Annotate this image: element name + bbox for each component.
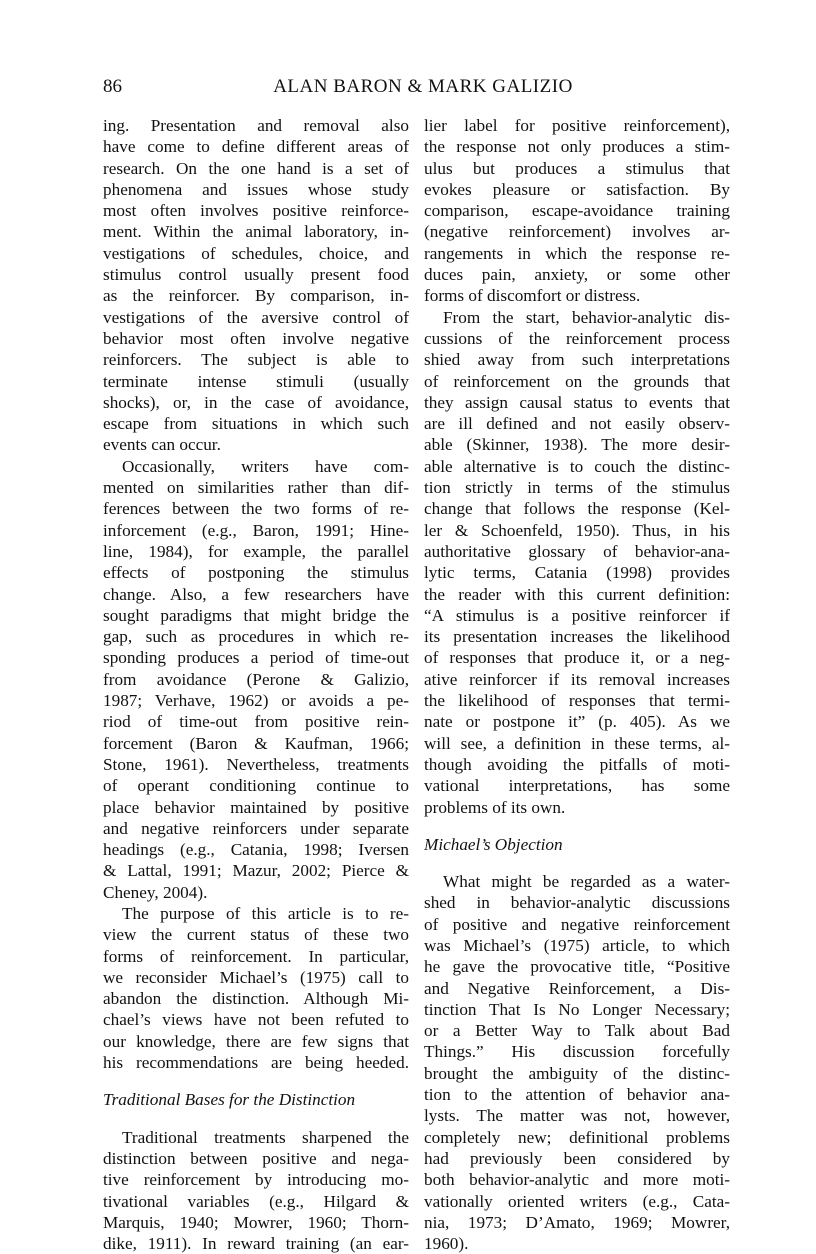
text-line: forms of discomfort or distress. <box>424 286 641 306</box>
text-line: most often involves positive reinforce- <box>103 201 409 221</box>
text-line: its presentation increases the likelihood <box>424 627 730 647</box>
text-line: completely new; definitional problems <box>424 1127 730 1147</box>
text-line: duces pain, anxiety, or some other <box>424 265 730 285</box>
text-line: his recommendations are being heeded. <box>103 1053 409 1073</box>
text-line: and Negative Reinforcement, a Dis- <box>424 978 730 998</box>
text-line: he gave the provocative title, “Positive <box>424 957 730 977</box>
text-line: vational interpretations, has some <box>424 776 730 796</box>
text-line: ment. Within the animal laboratory, in- <box>103 222 409 242</box>
text-line: stimulus control usually present food <box>103 265 409 285</box>
text-line: gap, such as procedures in which re- <box>103 627 409 647</box>
text-line: place behavior maintained by positive <box>103 797 409 817</box>
text-line: lier label for positive reinforcement), <box>424 116 730 135</box>
text-line: forcement (Baron & Kaufman, 1966; <box>103 733 409 753</box>
section-heading: Michael’s Objection <box>424 834 563 854</box>
text-line: reinforcers. The subject is able to <box>103 350 409 370</box>
text-line: will see, a definition in these terms, al- <box>424 733 730 753</box>
text-line: distinction between positive and nega- <box>103 1148 409 1168</box>
text-line: riod of time-out from positive rein- <box>103 712 409 732</box>
text-line: ferences between the two forms of re- <box>103 499 409 519</box>
text-line: dike, 1911). In reward training (an ear- <box>103 1234 409 1254</box>
text-line: problems of its own. <box>424 797 566 817</box>
left-column <box>103 115 409 1254</box>
text-line: ative reinforcer if its removal increases <box>424 669 730 689</box>
text-line: comparison, escape-avoidance training <box>424 201 730 221</box>
text-line: chael’s views have not been refuted to <box>103 1010 409 1030</box>
text-line: Cheney, 2004). <box>103 882 208 902</box>
text-line: behavior most often involve negative <box>103 328 409 348</box>
text-line: 1960). <box>424 1234 469 1254</box>
text-line: shed in behavior-analytic discussions <box>424 893 730 913</box>
text-line: change. Also, a few researchers have <box>103 584 409 604</box>
text-line: events can occur. <box>103 435 221 455</box>
text-line: inforcement (e.g., Baron, 1991; Hine- <box>103 520 409 540</box>
text-line: line, 1984), for example, the parallel <box>103 541 409 561</box>
text-line: forms of reinforcement. In particular, <box>103 946 409 966</box>
text-line: Occasionally, writers have com- <box>122 456 409 476</box>
text-line: lysts. The matter was not, however, <box>424 1106 730 1126</box>
text-line: we reconsider Michael’s (1975) call to <box>103 967 409 987</box>
text-line: mented on similarities rather than dif- <box>103 478 409 498</box>
text-line: terminate intense stimuli (usually <box>103 371 409 391</box>
text-line: as the reinforcer. By comparison, in- <box>103 286 409 306</box>
text-line: lytic terms, Catania (1998) provides <box>424 563 730 583</box>
text-line: was Michael’s (1975) article, to which <box>424 935 730 955</box>
text-line: tion to the attention of behavior ana- <box>424 1085 730 1105</box>
text-line: shocks), or, in the case of avoidance, <box>103 392 409 412</box>
section-heading: Traditional Bases for the Distinction <box>103 1090 356 1110</box>
text-line: tion strictly in terms of the stimulus <box>424 478 730 498</box>
text-line: of operant conditioning continue to <box>103 776 409 796</box>
text-line: What might be regarded as a water- <box>443 872 730 892</box>
text-line: ulus but produces a stimulus that <box>424 158 730 178</box>
text-line: ing. Presentation and removal also <box>103 116 409 135</box>
text-line: shied away from such interpretations <box>424 350 730 370</box>
text-line: had previously been considered by <box>424 1148 730 1168</box>
text-line: or a Better Way to Talk about Bad <box>424 1021 730 1041</box>
text-line: the reader with this current definition: <box>424 584 730 604</box>
text-line: change that follows the response (Kel- <box>424 499 730 519</box>
text-line: tive reinforcement by introducing mo- <box>103 1170 409 1190</box>
running-head: ALAN BARON & MARK GALIZIO <box>273 76 573 97</box>
text-line: effects of postponing the stimulus <box>103 563 409 583</box>
text-line: phenomena and issues whose study <box>103 179 409 199</box>
text-line: of positive and negative reinforcement <box>424 914 730 934</box>
text-line: the likelihood of responses that termi- <box>424 691 730 711</box>
text-line: research. On the one hand is a set of <box>103 158 409 178</box>
text-line: vestigations of schedules, choice, and <box>103 243 409 263</box>
text-line: tivational variables (e.g., Hilgard & <box>103 1191 409 1211</box>
text-line: “A stimulus is a positive reinforcer if <box>424 605 730 625</box>
text-line: the response not only produces a stim- <box>424 137 730 157</box>
text-line: Traditional treatments sharpened the <box>122 1127 409 1147</box>
text-line: vestigations of the aversive control of <box>103 307 409 327</box>
page-number: 86 <box>103 76 122 97</box>
text-line: The purpose of this article is to re- <box>122 903 409 923</box>
text-line: tinction That Is No Longer Necessary; <box>424 999 730 1019</box>
text-line: abandon the distinction. Although Mi- <box>103 989 409 1009</box>
text-line: from avoidance (Perone & Galizio, <box>103 669 409 689</box>
text-line: both behavior-analytic and more moti- <box>424 1170 730 1190</box>
text-line: Marquis, 1940; Mowrer, 1960; Thorn- <box>103 1212 409 1232</box>
text-line: are ill defined and not easily observ- <box>424 414 730 434</box>
text-line: have come to define different areas of <box>103 137 409 157</box>
text-line: 1987; Verhave, 1962) or avoids a pe- <box>103 691 409 711</box>
text-line: cussions of the reinforcement process <box>424 328 730 348</box>
text-line: view the current status of these two <box>103 925 409 945</box>
text-line: and negative reinforcers under separate <box>103 818 409 838</box>
text-line: Stone, 1961). Nevertheless, treatments <box>103 754 409 774</box>
text-line: nate or postpone it” (p. 405). As we <box>424 712 730 732</box>
text-line: rangements in which the response re- <box>424 243 730 263</box>
text-line: ler & Schoenfeld, 1950). Thus, in his <box>424 520 730 540</box>
right-column <box>424 115 730 1254</box>
text-line: Things.” His discussion forcefully <box>424 1042 730 1062</box>
text-line: able alternative is to couch the distinc- <box>424 456 730 476</box>
text-line: sought paradigms that might bridge the <box>103 605 409 625</box>
text-line: brought the ambiguity of the distinc- <box>424 1063 730 1083</box>
text-line: (negative reinforcement) involves ar- <box>424 222 730 242</box>
text-line: of reinforcement on the grounds that <box>424 371 730 391</box>
text-line: sponding produces a period of time-out <box>103 648 409 668</box>
text-line: evokes pleasure or satisfaction. By <box>424 179 730 199</box>
text-line: they assign causal status to events that <box>424 392 730 412</box>
text-line: headings (e.g., Catania, 1998; Iversen <box>103 840 409 860</box>
text-line: of responses that produce it, or a neg- <box>424 648 730 668</box>
text-line: & Lattal, 1991; Mazur, 2002; Pierce & <box>103 861 409 881</box>
text-line: From the start, behavior-analytic dis- <box>443 307 730 327</box>
text-line: escape from situations in which such <box>103 414 409 434</box>
page-header <box>103 76 743 102</box>
text-line: able (Skinner, 1938). The more desir- <box>424 435 730 455</box>
text-line: though avoiding the pitfalls of moti- <box>424 754 730 774</box>
text-line: our knowledge, there are few signs that <box>103 1031 409 1051</box>
text-line: authoritative glossary of behavior-ana- <box>424 541 730 561</box>
text-line: nia, 1973; D’Amato, 1969; Mowrer, <box>424 1212 730 1232</box>
text-line: vationally oriented writers (e.g., Cata- <box>424 1191 730 1211</box>
